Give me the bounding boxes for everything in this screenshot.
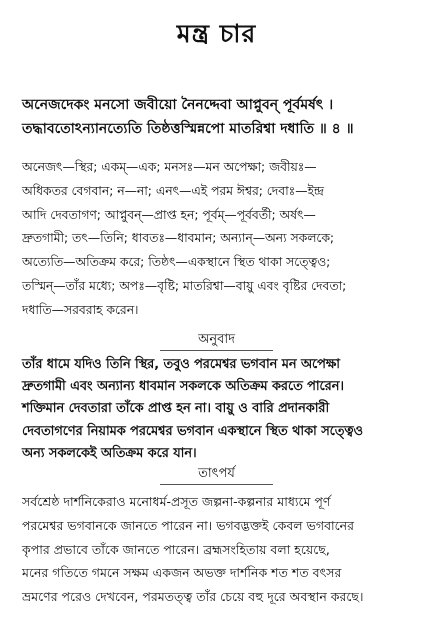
translation — [22, 354, 418, 465]
purport-line: কৃপার প্রভাবে তাঁকে জানতে পারেন। ব্রহ্মসংহিতায় বলা হয়েছে, — [22, 541, 330, 557]
translation-line: অন্য সকলকেই অতিক্রম করে যান। — [22, 445, 197, 461]
translation-line: দ্রুতগামী এবং অন্যান্য ধাবমান সকলকে অতিক্রম করতে পারেন। — [22, 379, 344, 395]
word-meaning-line: আদি দেবতাগণ; আপ্নুবন্—প্রাপ্ত হন; পূর্বম্—পূর্ববর্তী; অর্ষৎ— — [22, 207, 316, 222]
word-meaning-line: অত্যেতি—অতিক্রম করে; তিষ্ঠৎ—একস্থানে স্থিত থাকা সত্ত্বেও; — [22, 255, 331, 270]
translation-line: শক্তিমান দেবতারা তাঁকে প্রাপ্ত হন না। বায়ু ও বারি প্রদানকারী — [22, 401, 330, 417]
purport-heading: তাৎপর্য — [198, 466, 235, 481]
verse-line-2: তদ্ধাবতোঽন্যানত্যেতি তিষ্ঠত্তস্মিন্নপো মাতরিশ্বা দধাতি ॥ ৪ ॥ — [22, 121, 354, 137]
heading-divider — [160, 350, 273, 351]
word-meaning-line: অধিকতর বেগবান; ন—না; এনৎ—এই পরম ঈশ্বর; দেবাঃ—ইন্দ্র — [22, 183, 324, 198]
heading-divider — [160, 484, 273, 485]
word-meaning-line: দ্রুতগামী; তৎ—তিনি; ধাবতঃ—ধাবমান; অন্যান্—অন্য সকলকে; — [22, 231, 335, 246]
purport-line: ভ্রমণের পরেও দেখবেন, পরমতত্ত্ব তাঁর চেয়ে বহু দূরে অবস্থান করছে। — [22, 589, 364, 605]
purport-line: মনের গতিতে গমনে সক্ষম একজন অভক্ত দার্শনিক শত শত বৎসর — [22, 565, 342, 581]
translation-line: তাঁর ধামে যদিও তিনি স্থির, তবুও পরমেশ্বর ভগবান মন অপেক্ষা — [22, 357, 340, 372]
verse-line-1: অনেজদেকং মনসো জবীয়ো নৈনদ্দেবা আপ্নুবন্ পূর্বমর্ষৎ । — [22, 97, 334, 113]
page-title: মন্ত্র চার — [176, 19, 257, 48]
translation-heading: অনুবাদ — [198, 332, 235, 347]
purport — [22, 490, 418, 609]
word-meanings — [22, 156, 414, 323]
word-meaning-line: অনেজৎ—স্থির; একম্—এক; মনসঃ—মন অপেক্ষা; জবীয়ঃ— — [22, 160, 317, 174]
purport-line: সর্বশ্রেষ্ঠ দার্শনিকেরাও মনোধর্ম-প্রসূত জল্পনা-কল্পনার মাধ্যমে পূর্ণ — [22, 494, 331, 509]
word-meaning-line: দধাতি—সরবরাহ করেন। — [22, 302, 139, 317]
purport-line: পরমেশ্বর ভগবানকে জানতে পারেন না। ভগবদ্ভক্তই কেবল ভগবানের — [22, 517, 355, 533]
word-meaning-line: তস্মিন্—তাঁর মধ্যে; অপঃ—বৃষ্টি; মাতরিশ্বা—বায়ু এবং বৃষ্টির দেবতা; — [22, 278, 347, 293]
translation-line: দেবতাগণের নিয়ামক পরমেশ্বর ভগবান একস্থানে স্থিত থাকা সত্ত্বেও — [22, 423, 363, 439]
